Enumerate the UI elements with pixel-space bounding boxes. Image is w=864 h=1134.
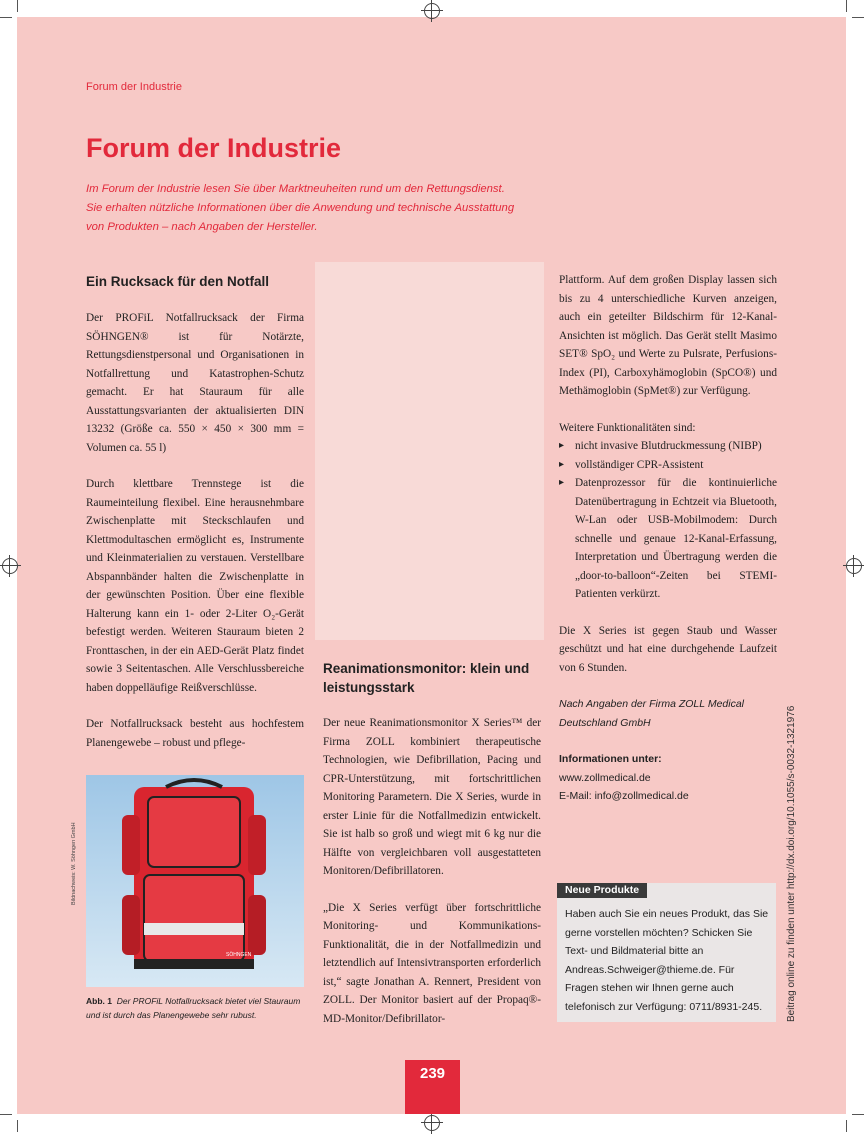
page-number: 239 <box>405 1060 460 1114</box>
list-intro: Weitere Funktionalitäten sind: <box>559 421 696 434</box>
list-item: ▸ Datenprozessor für die kontinuierliche Datenübertragung in Echtzeit via Bluetooth, W-Lan oder USB-Mobilmodem: Durch schnelle und genaue 12-Kanal-Erfassung, Interpretation und Übertragung werden die „door-to-balloon“-Zeiten bei STEMI-Patienten verkürzt. <box>559 474 777 604</box>
figure-caption <box>86 994 301 1022</box>
crop-mark <box>0 17 12 18</box>
bag-brand-label: SÖHNGEN <box>226 952 252 958</box>
registration-mark-icon <box>2 558 18 574</box>
paragraph: „Die X Series verfügt über fortschrittliche Monitoring- und Kommunikations-Funktionalität, die in der Notfallmedizin und letztendlich auf Intensivtransporten erforderlich ist,“ sagte Jonathan A. Rennert, President von ZOLL. Der Monitor basiert auf der Propaq®-MD-Monitor/Defibrillator- <box>323 901 541 1025</box>
running-head: Forum der Industrie <box>86 81 182 93</box>
caption-text: Der PROFiL Notfallrucksack bietet viel Stauraum und ist durch das Planengewebe sehr rubust. <box>86 996 301 1020</box>
info-heading: Informationen unter: <box>559 753 662 765</box>
paragraph: Durch klettbare Trennstege ist die Raumeinteilung flexibel. Eine herausnehmbare Zwischenplatte mit Steckschlaufen und Klettmodultaschen ermöglicht es, Instrumente und Kleinmaterialien zu verstauen. Verstellbare Abspannbänder halten die Zwischenplatte in der gewünschten Position. Über eine flexible Halterung kann ein 1- oder 2-Liter O₂-Gerät befestigt werden. Weiteren Stauraum bieten 2 Fronttaschen, in der ein AED-Gerät Platz findet sowie 3 Seitentaschen. Alle Verschlussbereiche haben doppelläufige Reißverschlüsse. <box>86 478 304 694</box>
figure-area <box>315 262 544 640</box>
crop-mark <box>852 1114 864 1115</box>
crop-mark <box>846 1120 847 1132</box>
section-heading: Ein Rucksack für den Notfall <box>86 274 270 289</box>
paragraph: Der Notfallrucksack besteht aus hochfestem Planengewebe – robust und pflege- <box>86 718 304 749</box>
info-email-link[interactable]: E-Mail: info@zollmedical.de <box>559 790 689 802</box>
backpack-photo <box>86 775 304 987</box>
intro-line: Sie erhalten nützliche Informationen über die Anwendung und technische Ausstattung <box>86 202 515 214</box>
intro-text <box>86 180 536 237</box>
list-item: ▸ nicht invasive Blutdruckmessung (NIBP) <box>559 437 777 456</box>
section-heading: Reanimationsmonitor: klein und leistungsstark <box>323 661 530 695</box>
crop-mark <box>0 1114 12 1115</box>
crop-mark <box>846 0 847 12</box>
paragraph: Plattform. Auf dem großen Display lassen sich bis zu 4 unterschiedliche Kurven anzeigen, auch ein geteilter Bildschirm für 12-Kanal-Ansichten ist möglich. Das Gerät stellt Masimo SET® SpO₂ und Werte zu Pulsrate, Perfusions-Index (PI), Carboxyhämoglobin (SpCO®) und Methämoglobin (SpMet®) zur Verfügung. <box>559 274 777 397</box>
paragraph: Der neue Reanimationsmonitor X Series™ der Firma ZOLL kombiniert therapeutische Technologien, wie Defibrillation, Pacing und CPR-Unterstützung, mit fortschrittlichen Monitoring Parametern. Die X Series, wurde in erster Linie für die Notfallmedizin entwickelt. Sie ist halb so groß und wiegt mit 6 kg nur die Hälfte von vergleichbaren voll ausgestatteten Monitoren/Defibrillatoren. <box>323 717 541 877</box>
box-text: Haben auch Sie ein neues Produkt, das Sie gerne vorstellen möchten? Schicken Sie Text- und Bildmaterial bitte an Andreas.Schweiger@thieme.de. Für Fragen stehen wir Ihnen gerne auch telefonisch zur Verfügung: 0711/8931-245. <box>565 908 769 1013</box>
list-item: ▸ vollständiger CPR-Assistent <box>559 456 777 475</box>
box-tab-label: Neue Produkte <box>557 883 647 898</box>
backpack-image <box>86 775 304 987</box>
column-3 <box>559 271 777 806</box>
feature-list <box>559 437 777 604</box>
paragraph: Die X Series ist gegen Staub und Wasser geschützt und hat eine durchgehende Laufzeit von 6 Stunden. <box>559 624 777 674</box>
crop-mark <box>17 1120 18 1132</box>
crop-mark <box>17 0 18 12</box>
column-2 <box>323 714 541 1046</box>
crop-mark <box>852 17 864 18</box>
page-title: Forum der Industrie <box>86 133 342 163</box>
photo-credit: Bildnachweis: W. Söhngen GmbH <box>71 822 77 905</box>
paragraph: Der PROFiL Notfallrucksack der Firma SÖHNGEN® ist für Notärzte, Rettungsdienstpersonal und Organisationen in Notfallrettung und Katastrophen-Schutz gemacht. Er hat Stauraum für alle Ausstattungsvarianten der aktualisierten DIN 13232 (Größe ca. 550 × 450 × 300 mm = Volumen ca. 55 l) <box>86 312 304 454</box>
registration-mark-icon <box>846 558 862 574</box>
registration-mark-icon <box>424 1115 440 1131</box>
info-web-link[interactable]: www.zollmedical.de <box>559 771 651 784</box>
column-1 <box>86 309 304 770</box>
source-note: Nach Angaben der Firma ZOLL Medical Deutschland GmbH <box>559 698 745 729</box>
intro-line: Im Forum der Industrie lesen Sie über Marktneuheiten rund um den Rettungsdienst. <box>86 183 505 195</box>
intro-line: von Produkten – nach Angaben der Hersteller. <box>86 221 318 233</box>
caption-label: Abb. 1 <box>86 996 112 1006</box>
registration-mark-icon <box>424 3 440 19</box>
new-products-box <box>557 883 776 1022</box>
doi-note: Beitrag online zu finden unter http://dx.doi.org/10.1055/s-0032-1321976 <box>786 705 797 1022</box>
